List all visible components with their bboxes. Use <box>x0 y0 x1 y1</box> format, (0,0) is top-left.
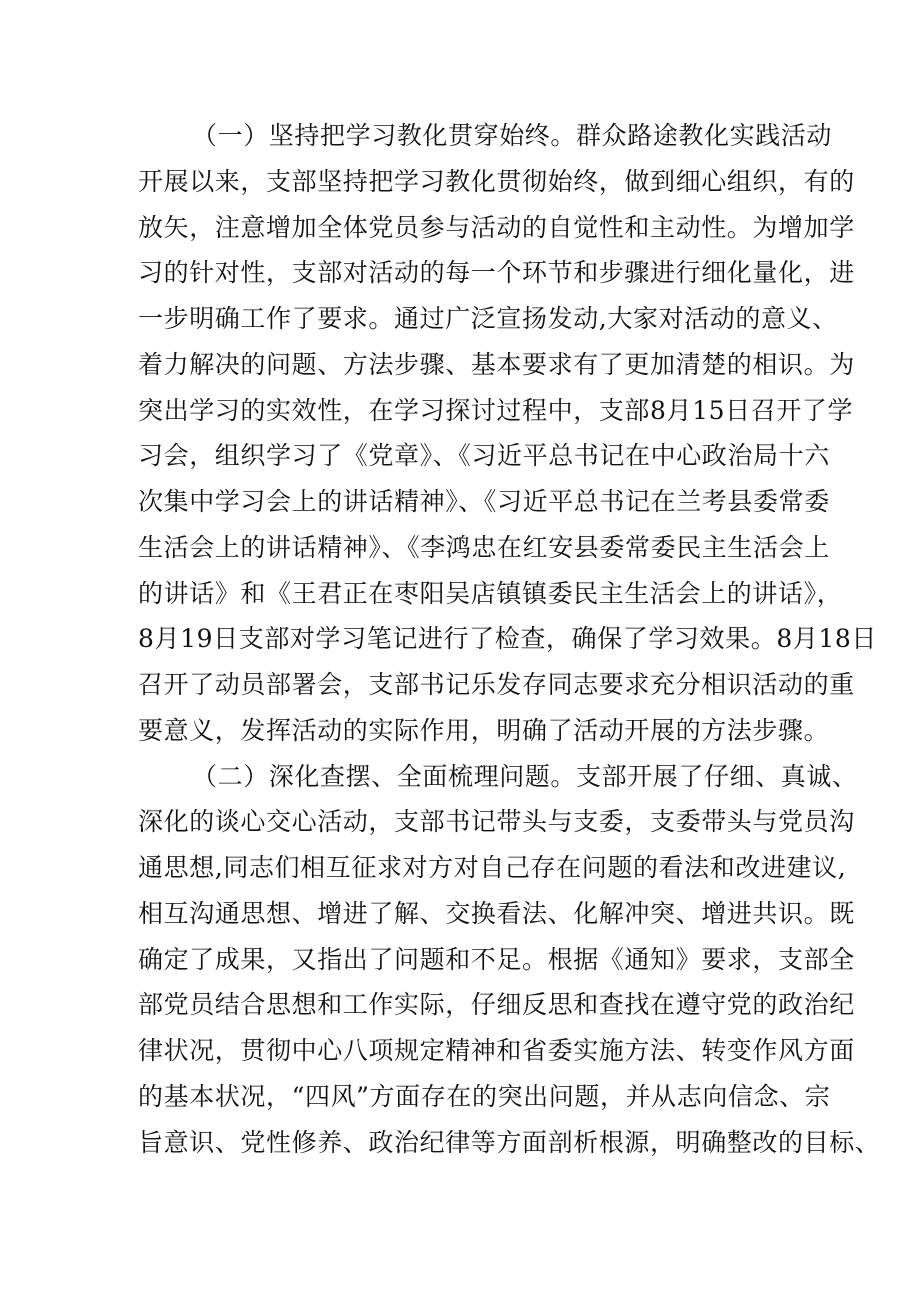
paragraph-line: 一步明确工作了要求。通过广泛宣扬发动,大家对活动的意义、 <box>138 304 838 333</box>
paragraph-line: 旨意识、党性修养、政治纪律等方面剖析根源，明确整改的目标、 <box>138 1127 881 1157</box>
paragraph-line: 律状况，贯彻中心八项规定精神和省委实施方法、转变作风方面 <box>138 1036 855 1065</box>
paragraph-line: 召开了动员部署会，支部书记乐发存同志要求充分相识活动的重 <box>138 670 855 699</box>
paragraph-line: 8月19日支部对学习笔记进行了检查，确保了学习效果。8月18日 <box>138 624 878 654</box>
paragraph-line: 着力解决的问题、方法步骤、基本要求有了更加清楚的相识。为 <box>138 349 855 379</box>
paragraph-line: 的基本状况，“四风”方面存在的突出问题，并从志向信念、宗 <box>138 1081 831 1111</box>
paragraph-line: 部党员结合思想和工作实际，仔细反思和查找在遵守党的政治纪 <box>138 990 855 1020</box>
paragraph-line: 的讲话》和《王君正在枣阳吴店镇镇委民主生活会上的讲话》， <box>138 578 843 608</box>
paragraph-line: （二）深化查摆、全面梳理问题。支部开展了仔细、真诚、 <box>192 761 858 791</box>
document-body <box>138 113 881 1165</box>
paragraph-line: 生活会上的讲话精神》、《李鸿忠在红安县委常委民主生活会上 <box>138 532 830 562</box>
paragraph-line: （一）坚持把学习教化贯穿始终。群众路途教化实践活动 <box>192 121 833 150</box>
paragraph-line: 要意义，发挥活动的实际作用，明确了活动开展的方法步骤。 <box>138 715 830 745</box>
paragraph-2 <box>138 754 881 1166</box>
paragraph-line: 习会，组织学习了《党章》、《习近平总书记在中心政治局十六 <box>138 441 830 471</box>
paragraph-line: 放矢，注意增加全体党员参与活动的自觉性和主动性。为增加学 <box>138 212 855 242</box>
paragraph-line: 开展以来，支部坚持把学习教化贯彻始终，做到细心组织，有的 <box>138 166 855 196</box>
paragraph-1 <box>138 113 878 754</box>
paragraph-line: 次集中学习会上的讲话精神》、《习近平总书记在兰考县委常委 <box>138 487 830 516</box>
paragraph-line: 深化的谈心交心活动，支部书记带头与支委，支委带头与党员沟 <box>138 807 855 837</box>
paragraph-line: 习的针对性，支部对活动的每一个环节和步骤进行细化量化，进 <box>138 258 855 288</box>
paragraph-line: 确定了成果，又指出了问题和不足。根据《通知》要求，支部全 <box>138 944 855 974</box>
paragraph-line: 通思想,同志们相互征求对方对自己存在问题的看法和改进建议, <box>138 853 847 882</box>
paragraph-line: 相互沟通思想、增进了解、交换看法、化解冲突、增进共识。既 <box>138 898 855 928</box>
paragraph-line: 突出学习的实效性，在学习探讨过程中，支部8月15日召开了学 <box>138 395 854 425</box>
